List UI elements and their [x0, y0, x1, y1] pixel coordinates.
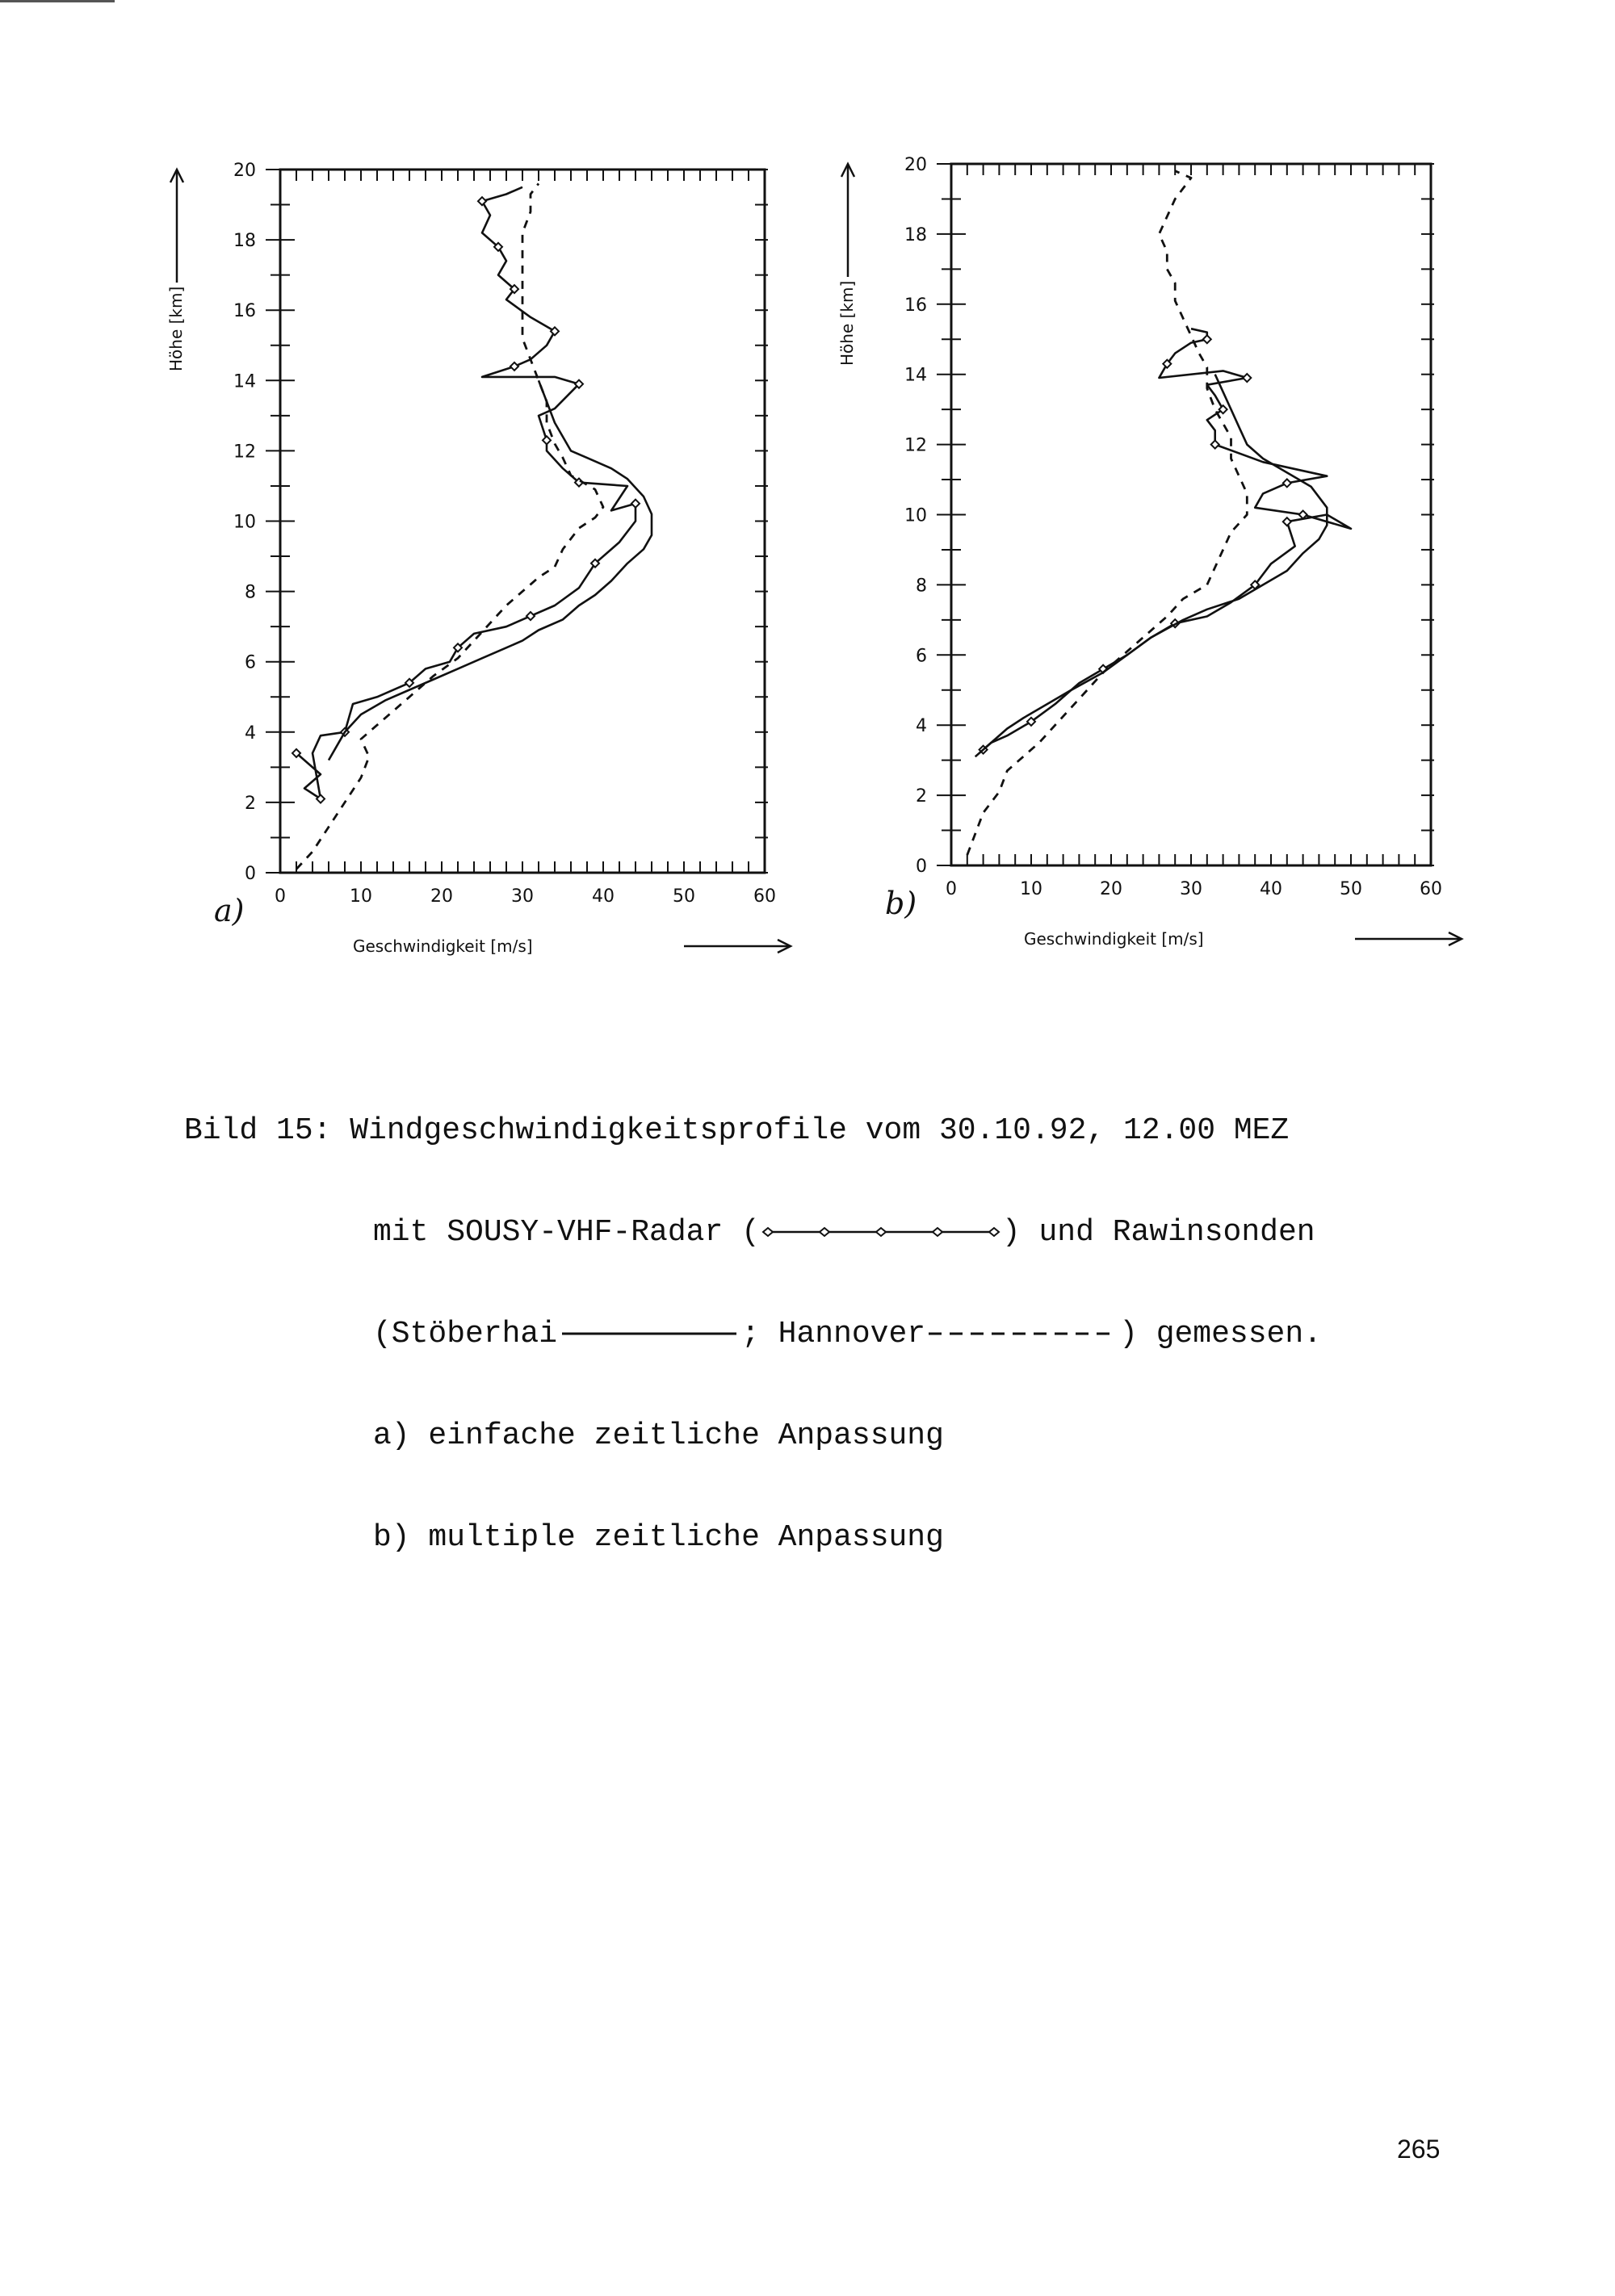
y-tick-label: 8 — [245, 582, 256, 603]
x-tick-label: 50 — [1340, 879, 1362, 899]
caption-line-3-middle: ; Hannover — [741, 1317, 926, 1351]
y-axis-label: Höhe [km] — [166, 286, 186, 371]
y-tick-label: 18 — [233, 231, 256, 252]
x-tick-label: 0 — [275, 886, 286, 907]
y-tick-label: 0 — [245, 864, 256, 884]
caption-line-3-end: ) gemessen. — [1119, 1317, 1322, 1351]
x-tick-label: 10 — [1020, 879, 1042, 899]
y-tick-label: 10 — [233, 512, 256, 533]
x-axis-label: Geschwindigkeit [m/s] — [353, 936, 533, 956]
series-line-stoeberhai — [329, 380, 652, 760]
y-tick-label: 16 — [904, 295, 927, 316]
panel-label: a) — [214, 893, 245, 928]
y-axis-label: Höhe [km] — [837, 280, 857, 366]
plot-frame — [951, 164, 1431, 865]
caption-line-2-end: ) und Rawinsonden — [1001, 1215, 1315, 1250]
panel-label: b) — [885, 886, 917, 921]
caption-line-3-start: (Stöberhai — [373, 1317, 558, 1351]
x-tick-label: 60 — [753, 886, 776, 907]
y-tick-label: 8 — [916, 576, 927, 597]
y-tick-label: 6 — [245, 652, 256, 673]
radar-data-point — [1283, 479, 1291, 487]
x-tick-label: 20 — [1100, 879, 1122, 899]
series-line-hannover — [296, 183, 603, 869]
x-tick-label: 40 — [1260, 879, 1282, 899]
radar-data-point — [631, 500, 640, 508]
y-tick-label: 4 — [245, 723, 256, 744]
radar-data-point — [1243, 374, 1251, 382]
page-number: 265 — [1397, 2135, 1441, 2164]
caption-line-5: b) multiple zeitliche Anpassung — [373, 1520, 944, 1555]
chart-panel-a — [166, 161, 791, 956]
x-tick-label: 40 — [592, 886, 615, 907]
figure-caption — [184, 1046, 1322, 1623]
series-line-hannover — [967, 171, 1248, 855]
wind-profile-charts — [0, 0, 1615, 969]
radar-data-point — [510, 362, 518, 371]
y-tick-label: 2 — [916, 786, 927, 807]
x-tick-label: 0 — [946, 879, 957, 899]
x-tick-label: 20 — [430, 886, 453, 907]
radar-data-point — [543, 436, 551, 444]
caption-label: Bild 15: — [184, 1113, 332, 1148]
series-line-sousy-vhf-radar — [984, 329, 1351, 749]
x-axis-label: Geschwindigkeit [m/s] — [1024, 929, 1204, 949]
y-tick-label: 16 — [233, 301, 256, 322]
y-tick-label: 4 — [916, 716, 927, 737]
legend-hannover-dashed — [925, 1326, 1119, 1342]
y-tick-label: 0 — [916, 857, 927, 877]
y-tick-label: 10 — [904, 505, 927, 526]
plot-frame — [280, 170, 765, 873]
y-tick-label: 12 — [904, 435, 927, 456]
radar-data-point — [1211, 441, 1219, 449]
y-tick-label: 6 — [916, 646, 927, 667]
caption-line-1: Windgeschwindigkeitsprofile vom 30.10.92, 12.00 MEZ — [350, 1113, 1290, 1148]
radar-data-point — [1283, 517, 1291, 526]
caption-line-2-start: mit SOUSY-VHF-Radar ( — [373, 1215, 760, 1250]
series-line-sousy-vhf-radar — [296, 187, 636, 799]
caption-line-4: a) einfache zeitliche Anpassung — [373, 1418, 944, 1453]
x-tick-label: 10 — [350, 886, 372, 907]
x-tick-label: 60 — [1420, 879, 1442, 899]
y-tick-label: 14 — [904, 365, 927, 386]
chart-panel-b — [837, 155, 1462, 949]
legend-stoeberhai-line — [557, 1326, 741, 1342]
x-tick-label: 30 — [1180, 879, 1202, 899]
y-tick-label: 20 — [233, 161, 256, 181]
y-tick-label: 12 — [233, 442, 256, 463]
y-tick-label: 20 — [904, 155, 927, 175]
legend-radar-symbol — [760, 1224, 1002, 1240]
y-tick-label: 14 — [233, 371, 256, 392]
series-line-stoeberhai — [975, 375, 1328, 757]
x-tick-label: 50 — [673, 886, 695, 907]
radar-data-point — [1203, 335, 1211, 343]
radar-data-point — [526, 612, 535, 620]
y-tick-label: 18 — [904, 224, 927, 245]
y-tick-label: 2 — [245, 793, 256, 814]
x-tick-label: 30 — [511, 886, 534, 907]
